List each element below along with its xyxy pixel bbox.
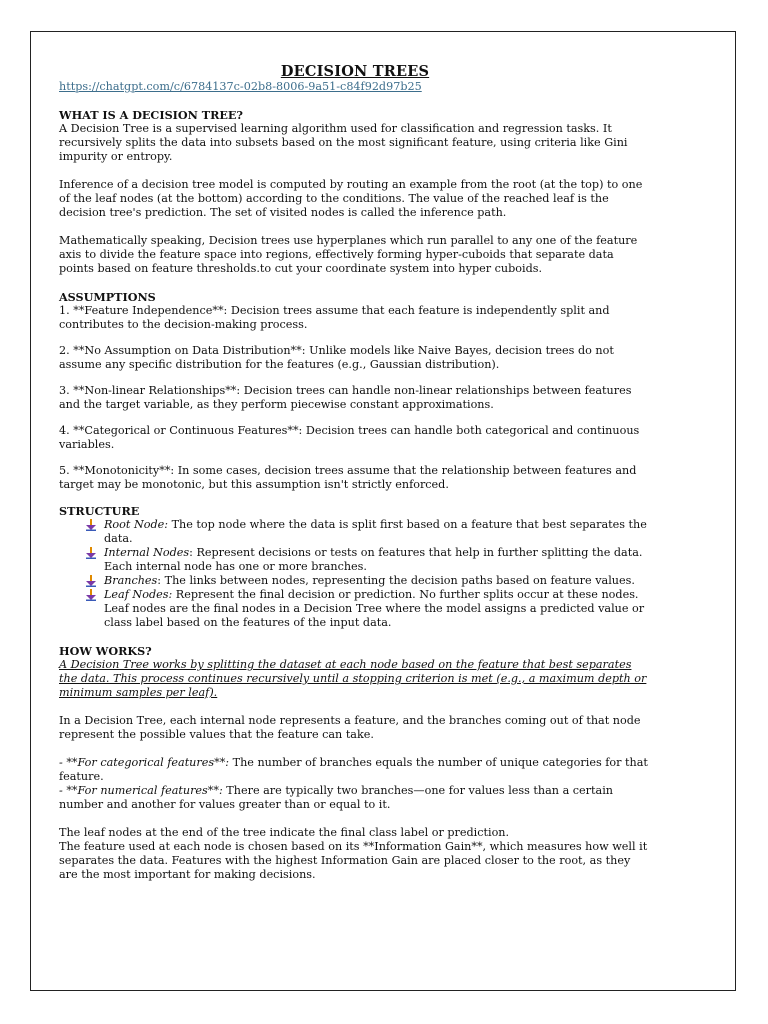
how-paragraph-1: In a Decision Tree, each internal node represents a feature, and the branches coming out of that node represent the possible values that the feature can take. — [59, 714, 641, 741]
structure-list — [59, 518, 651, 630]
structure-term: Branches — [104, 574, 158, 587]
structure-term: Internal Nodes — [104, 546, 190, 559]
spacer — [59, 812, 651, 826]
arrow-down-bullet-icon — [86, 589, 96, 601]
spacer — [59, 452, 651, 464]
document-title: DECISION TREES — [280, 63, 430, 80]
how-categorical — [59, 756, 651, 784]
arrow-down-bullet-icon — [86, 575, 96, 587]
arrow-down-bullet-icon — [86, 547, 96, 559]
spacer — [59, 742, 651, 756]
structure-text: The top node where the data is split first based on a feature that best separates the data. — [104, 518, 647, 545]
spacer — [59, 332, 651, 344]
structure-text: : Represent decisions or tests on features that help in further splitting the data. Each internal node has one or more branches. — [104, 546, 643, 573]
section-heading-assumptions: ASSUMPTIONS — [59, 290, 156, 304]
structure-item — [86, 546, 651, 574]
spacer — [59, 164, 651, 178]
assumption-item: 1. **Feature Independence**: Decision trees assume that each feature is independently split and contributes to the decision-making process. — [59, 304, 610, 331]
spacer — [59, 372, 651, 384]
structure-item — [86, 518, 651, 546]
structure-term: Root Node: — [104, 518, 169, 531]
spacer — [59, 492, 651, 504]
structure-term: Leaf Nodes: — [104, 588, 173, 601]
numerical-term: - **For numerical features**: — [59, 784, 223, 797]
document-content — [59, 63, 651, 882]
section-heading-structure: STRUCTURE — [59, 504, 140, 518]
structure-text: : The links between nodes, representing the decision paths based on feature values. — [157, 574, 635, 587]
assumption-item: 2. **No Assumption on Data Distribution**: Unlike models like Naive Bayes, decision trees do not assume any specific distribution for the features (e.g., Gaussian distribution). — [59, 344, 614, 371]
spacer — [59, 276, 651, 290]
source-link[interactable]: https://chatgpt.com/c/6784137c-02b8-8006-9a51-c84f92d97b25 — [59, 80, 422, 93]
spacer — [59, 412, 651, 424]
how-intro: A Decision Tree works by splitting the dataset at each node based on the feature that best separates the data. This process continues recursively until a stopping criterion is met (e.g., a maximum depth or minimum samples per leaf). — [59, 658, 647, 699]
paragraph-what-2: Inference of a decision tree model is computed by routing an example from the root (at the top) to one of the leaf nodes (at the bottom) according to the conditions. The value of the reached leaf is the decision tree's prediction. The set of visited nodes is called the inference path. — [59, 178, 643, 219]
spacer — [59, 94, 651, 108]
arrow-down-bullet-icon — [86, 519, 96, 531]
how-paragraph-3: The leaf nodes at the end of the tree indicate the final class label or prediction. — [59, 826, 510, 839]
assumption-item: 4. **Categorical or Continuous Features**: Decision trees can handle both categorical and continuous variables. — [59, 424, 640, 451]
assumption-item: 3. **Non-linear Relationships**: Decision trees can handle non-linear relationships between features and the target variable, as they perform piecewise constant approximations. — [59, 384, 632, 411]
how-numerical — [59, 784, 651, 812]
structure-item — [86, 588, 651, 630]
spacer — [59, 220, 651, 234]
paragraph-what-3: Mathematically speaking, Decision trees use hyperplanes which run parallel to any one of the feature axis to divide the feature space into regions, effectively forming hyper-cuboids that separate data points based on feature thresholds.to cut your coordinate system into hyper cuboids. — [59, 234, 638, 275]
spacer — [59, 700, 651, 714]
section-heading-what: WHAT IS A DECISION TREE? — [59, 108, 243, 122]
how-paragraph-4: The feature used at each node is chosen based on its **Information Gain**, which measures how well it separates the data. Features with the highest Information Gain are placed closer to the root, as they are the most important for making decisions. — [59, 840, 648, 881]
assumption-item: 5. **Monotonicity**: In some cases, decision trees assume that the relationship between features and target may be monotonic, but this assumption isn't strictly enforced. — [59, 464, 637, 491]
categorical-text: The number of branches equals the number of unique categories for that feature. — [59, 756, 648, 783]
structure-item — [86, 574, 651, 588]
spacer — [59, 630, 651, 644]
structure-text: Represent the final decision or prediction. No further splits occur at these nodes. Leaf nodes are the final nodes in a Decision Tree where the model assigns a predicted value or class label based on the features of the input data. — [104, 588, 645, 629]
categorical-term: - **For categorical features**: — [59, 756, 230, 769]
paragraph-what-1: A Decision Tree is a supervised learning algorithm used for classification and regression tasks. It recursively splits the data into subsets based on the most significant feature, using criteria like Gini impurity or entropy. — [59, 122, 628, 163]
numerical-text: There are typically two branches—one for values less than a certain number and another for values greater than or equal to it. — [59, 784, 613, 811]
section-heading-how: HOW WORKS? — [59, 644, 152, 658]
